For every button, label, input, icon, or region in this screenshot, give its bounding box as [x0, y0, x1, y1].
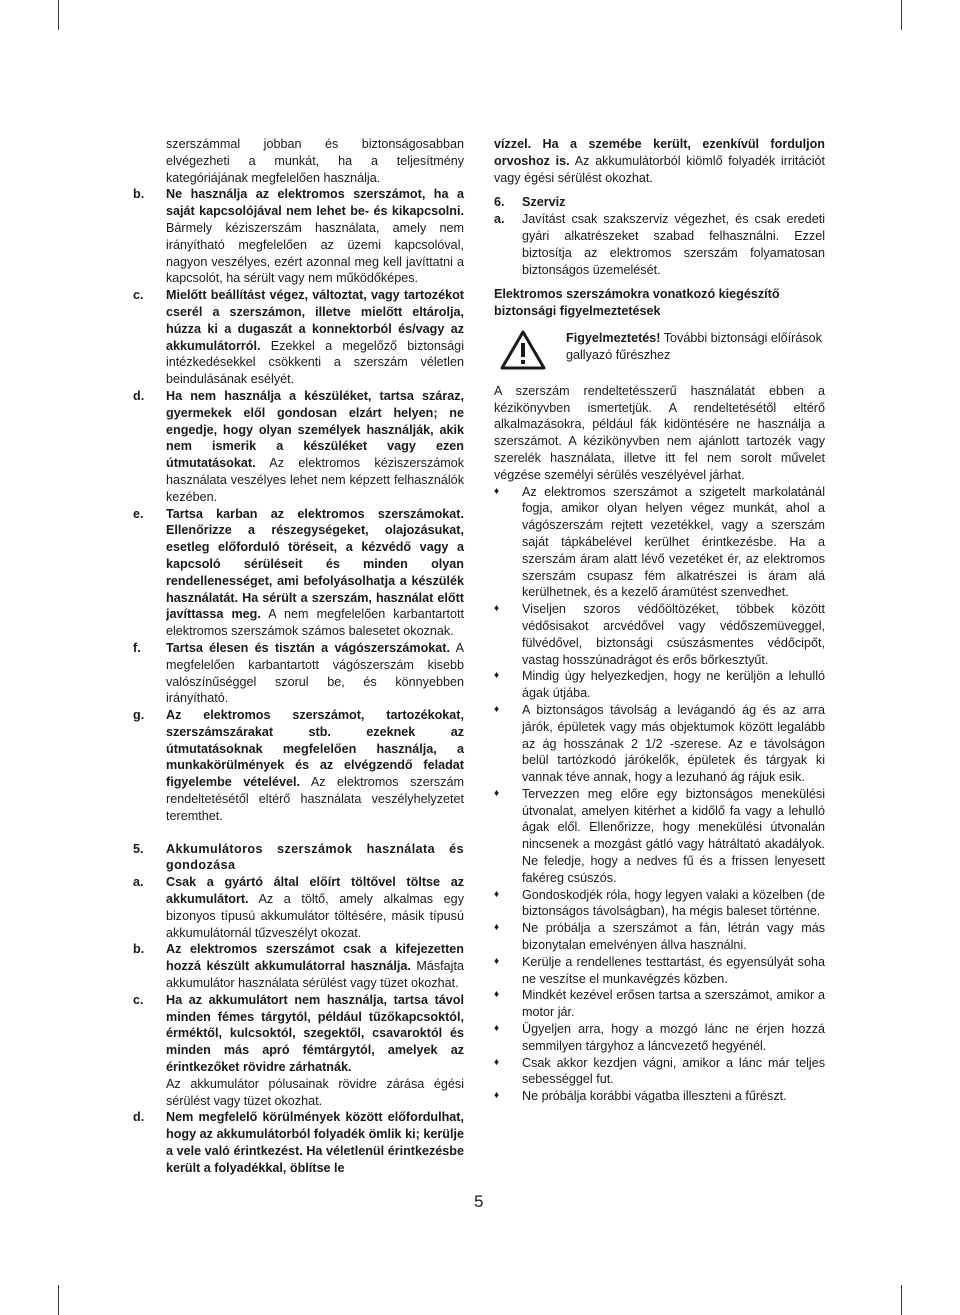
diamond-bullet-icon: ♦ [494, 703, 500, 715]
crop-mark-bottom-right [901, 1285, 902, 1315]
item-bold: Az elektromos szerszámot csak a kifejezetten hozzá készült akkumulátorral használja. [166, 942, 464, 974]
diamond-bullet-icon: ♦ [494, 1056, 500, 1068]
item-marker: d. [133, 388, 145, 403]
item-bold: Ne használja az elektromos szerszámot, ha a saját kapcsolójával nem lehet be- és kikapcsolni. [166, 187, 464, 219]
item-marker: a. [494, 212, 505, 227]
item-bold: Ha nem használja a készüléket, tartsa száraz, gyermekek elől gondosan elzárt helyen; ne engedje, hogy olyan személyek használják, akik nem ismerik a készüléket vagy ezen útmutatásokat. [166, 388, 464, 471]
diamond-bullet-icon: ♦ [494, 922, 500, 934]
right-column [494, 136, 825, 1105]
section-title: Akkumulátoros szerszámok használata és gondozása [166, 841, 464, 873]
list-item [133, 1109, 464, 1176]
item-text: A nem megfelelően karbantartott elektromos szerszámok számos balesetet okoznak. [166, 607, 464, 639]
item-marker: c. [133, 992, 144, 1007]
list-item [133, 707, 464, 825]
list-item [133, 640, 464, 707]
item-marker: b. [133, 187, 145, 202]
item-text: Az elektromos kéziszerszámok használata veszélyes lehet nem képzett felhasználók kezében. [166, 456, 464, 504]
warning-description: További biztonsági előírások gallyazó fűrészhez [566, 330, 822, 362]
warning-triangle-icon [500, 330, 560, 375]
list-item: ♦ Ne próbálja a szerszámot a fán, létrán vagy más bizonytalan emelvényen állva használni. [494, 921, 825, 953]
list-item: ♦ Mindig úgy helyezkedjen, hogy ne kerüljön a lehulló ágak útjába. [494, 669, 825, 701]
item-bold: Mielőtt beállítást végez, változtat, vagy tartozékot cserél a szerszámon, illetve mielőtt eltárolja, húzza ki a dugaszát a konnektorból és/vagy az akkumulátorról. [166, 288, 464, 353]
item-bold: Az elektromos szerszámot, tartozékokat, szerszámszárakat stb. ezeknek az útmutatásoknak megfelelően használja, a munkakörülmények és az elvégzendő feladat figyelembe vételével. [166, 708, 464, 790]
warning-label: Figyelmeztetés! [566, 330, 661, 345]
list-item [133, 186, 464, 287]
crop-mark-top-right [901, 0, 902, 30]
diamond-bullet-icon: ♦ [494, 955, 500, 967]
warning-block [494, 330, 825, 375]
list-item: ♦ Kerülje a rendellenes testtartást, és egyensúlyát soha ne veszítse el munkavégzés közben. [494, 954, 825, 986]
list-item: ♦ Mindkét kezével erősen tartsa a szerszámot, amikor a motor jár. [494, 988, 825, 1020]
item-marker [133, 1076, 166, 1110]
diamond-bullet-icon: ♦ [494, 1023, 500, 1035]
diamond-bullet-icon: ♦ [494, 787, 500, 799]
continuation-paragraph [494, 136, 825, 186]
list-item: ♦ Csak akkor kezdjen vágni, amikor a lánc már teljes sebességgel fut. [494, 1055, 825, 1087]
usage-paragraph: A szerszám rendeltetésszerű használatát ebben a kézikönyvben ismertetjük. A rendeltetésétől eltérő alkalmazásokra, például fák kidöntésére ne használja a szerszámot. A kézikönyvben nem ajánlott tartozék vagy szerelék használata, illetve itt fel nem sorolt művelet végzése személyi sérülés veszélyével járhat. [494, 383, 825, 482]
item-bold: Ha az akkumulátort nem használja, tartsa távol minden fémes tárgytól, például tűzőkapcsoktól, érméktől, kulcsoktól, szegektől, csavaroktól és minden más apró fémtárgytól, amelyek az érintkezőket rövidre zárhatnák. [166, 992, 464, 1075]
item-text: Bármely kéziszerszám használata, amely nem irányítható megfelelően az üzemi kapcsolóval, nagyon veszélyes, ezért azonnal meg kell javíttatni a kapcsolót, ha sérült vagy nem működőképes. [166, 220, 464, 286]
list-item [133, 874, 464, 941]
item-marker: g. [133, 708, 145, 723]
crop-mark-bottom-left [58, 1285, 59, 1315]
list-item: ♦ Gondoskodjék róla, hogy legyen valaki a közelben (de biztonságos távolságban), ha mégis baleset történne. [494, 887, 825, 919]
list-item [133, 388, 464, 506]
list-item: ♦ Ne próbálja korábbi vágatba illeszteni a fűrészt. [494, 1089, 787, 1104]
item-text: Az akkumulátor pólusainak rövidre zárása égési sérülést vagy tüzet okozhat. [166, 1076, 464, 1108]
list-item [133, 506, 464, 640]
left-column [133, 136, 464, 1177]
list-item [133, 992, 464, 1076]
section-number: 5. [133, 841, 144, 856]
list-item [133, 287, 464, 388]
item-bold: Tartsa élesen és tisztán a vágószerszámokat. [166, 640, 450, 655]
list-item [494, 211, 825, 278]
section-heading-5 [133, 841, 464, 875]
diamond-bullet-icon: ♦ [494, 670, 500, 682]
continuation-text: Az akkumulátorból kiömlő folyadék irritációt vagy égési sérülést okozhat. [494, 153, 825, 185]
item-marker: a. [133, 875, 144, 890]
item-bold: Csak a gyártó által előírt töltővel töltse az akkumulátort. [166, 875, 464, 907]
item-marker: f. [133, 640, 141, 655]
intro-paragraph: szerszámmal jobban és biztonságosabban elvégezheti a munkát, ha a teljesítmény kategóriájának megfelelően használja. [166, 137, 464, 185]
continuation-bold: vízzel. Ha a szemébe került, ezenkívül forduljon orvoshoz is. [494, 137, 825, 168]
item-marker: e. [133, 506, 144, 521]
item-text: Ezekkel a megelőző biztonsági intézkedésekkel csökkenti a szerszám véletlen beindulásának esélyét. [166, 338, 464, 387]
item-text: Javítást csak szakszerviz végezhet, és csak eredeti gyári alkatrészeket szabad felhasználni. Ezzel biztosítja az elektromos szerszám folyamatosan biztonságos üzemelését. [522, 212, 825, 277]
item-text: Az elektromos szerszám rendeltetésétől eltérő használata veszélyhelyzetet teremthet. [166, 775, 464, 823]
item-marker: c. [133, 288, 144, 303]
item-text: Másfajta akkumulátor használata sérülést vagy tüzet okozhat. [166, 959, 464, 991]
item-text: Az a töltő, amely alkalmas egy bizonyos típusú akkumulátor töltésére, másik típusú akkumulátornál tűzveszélyt okozat. [166, 892, 464, 940]
item-marker: b. [133, 942, 145, 957]
list-item: ♦ Ügyeljen arra, hogy a mozgó lánc ne érjen hozzá semmilyen tárgyhoz a láncvezető hegyénél. [494, 1022, 825, 1053]
diamond-bullet-icon: ♦ [494, 1090, 500, 1102]
list-item: ♦ Tervezzen meg előre egy biztonságos menekülési útvonalat, amelyen kitérhet a kidőlő fa vagy a lehulló ágak elől. Ellenőrizze, hogy menekülési útvonalán nincsenek a mozgást gátló vagy hátráltató akadályok. Ne feledje, hogy a nedves fű és a frissen lenyesett fakéreg csúszós. [494, 786, 825, 885]
list-item: ♦ A biztonságos távolság a levágandó ág és az arra járók, épületek vagy más objektumok között legalább az ág hosszának 2 1/2 -szerese. Az e távolságon belül tartózkodó járókelők, épületek és tárgyak ki vannak téve annak, hogy a lezuhanó ág rájuk esik. [494, 702, 825, 785]
diamond-bullet-icon: ♦ [494, 888, 500, 900]
list-item: ♦ Viseljen szoros védőöltözéket, többek között védősisakot arcvédővel vagy védőszemüveggel, fülvédővel, biztonsági csúszásmentes védőcipőt, vastag hosszúnadrágot és erős bőrkesztyűt. [494, 602, 825, 667]
section-heading-6 [494, 194, 825, 211]
item-text: A megfelelően karbantartott vágószerszám kisebb valószínűséggel szorul be, és könnyebben irányítható. [166, 640, 464, 706]
item-marker: d. [133, 1110, 145, 1125]
list-item [133, 941, 464, 991]
crop-mark-top-left [58, 0, 59, 30]
diamond-bullet-icon: ♦ [494, 485, 500, 497]
item-bold: Nem megfelelő körülmények között előfordulhat, hogy az akkumulátorból folyadék ömlik ki; kerülje a vele való érintkezést. Ha véletlenül érintkezésbe került a folyadékkal, öblítse le [166, 1110, 464, 1175]
page-number: 5 [474, 1192, 484, 1211]
diamond-bullet-icon: ♦ [494, 989, 500, 1001]
section-title: Szerviz [522, 195, 566, 210]
warning-text [566, 330, 825, 364]
section-number: 6. [494, 195, 505, 210]
diamond-bullet-icon: ♦ [494, 603, 500, 615]
safety-heading: Elektromos szerszámokra vonatkozó kiegészítő biztonsági figyelmeztetések [494, 287, 780, 319]
list-item: ♦ Az elektromos szerszámot a szigetelt markolatánál fogja, amikor olyan helyen végez munkát, ahol a vágószerszám rejtett vezetékkel, vagy a szerszám saját tápkábelével kerülhet érintkezésbe. Ha a szerszám áram alatt lévő vezetéket ér, az elektromos szerszám csupasz fém alkatrészei is áram alá kerülhetnek, és a kezelő áramütést szenvedhet. [494, 484, 825, 600]
list-item [133, 1076, 464, 1110]
item-bold: Tartsa karban az elektromos szerszámokat. Ellenőrizze a részegységeket, olajozásukat, esetleg előforduló töréseit, a kézvédő vagy a kapcsoló sérüléseit és minden olyan rendellenességet, ami befolyásolhatja a készülék használatát. Ha sérült a szerszám, használat előtt javíttassa meg. [166, 506, 464, 622]
